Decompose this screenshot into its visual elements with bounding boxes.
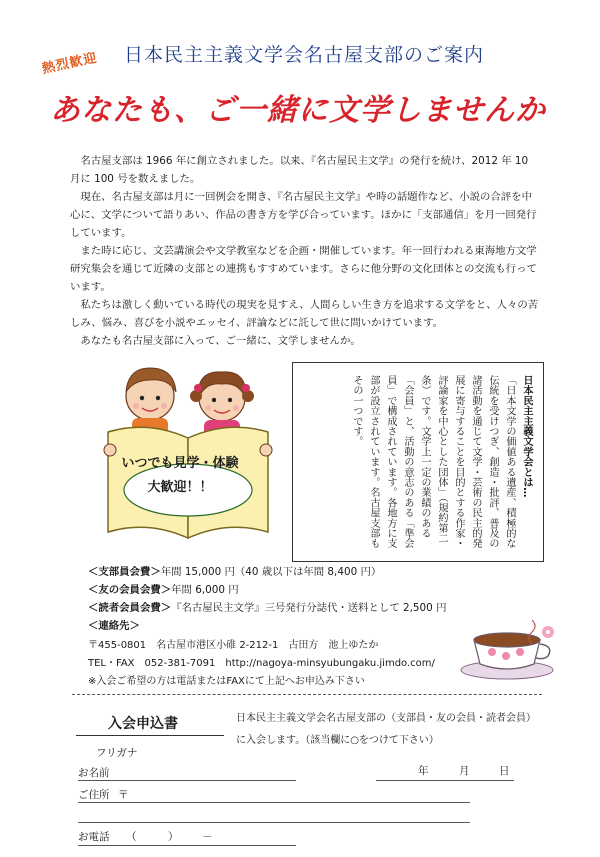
fee-label: ＜支部員会費＞: [88, 566, 161, 578]
form-org-line-2: に入会します。（該当欄に○をつけて下さい）: [236, 735, 439, 746]
about-title: 日本民主主義文学会とは…: [521, 375, 532, 498]
phone-label: お電話: [78, 831, 110, 843]
form-org-line-1: 日本民主主義文学会名古屋支部の（支部員・友の会員・読者会員）: [236, 713, 536, 724]
address-label: ご住所: [78, 789, 110, 801]
fee-label: ＜友の会員会費＞: [88, 584, 172, 596]
year-label: 年: [418, 765, 429, 777]
date-field[interactable]: [376, 780, 514, 781]
form-divider: [72, 694, 542, 695]
day-label: 日: [499, 765, 510, 777]
page-header-title: 日本民主主義文学会名古屋支部のご案内: [124, 44, 485, 66]
about-association-box: [292, 362, 544, 562]
headline: あなたも、ご一緒に文学しませんか: [50, 93, 546, 128]
welcome-line-2: 大歓迎！！: [147, 480, 213, 495]
welcome-message: [120, 452, 240, 500]
intro-text: [70, 152, 540, 350]
postal-mark: 〒: [118, 789, 129, 801]
address-field[interactable]: [78, 802, 470, 803]
about-text: [301, 375, 535, 551]
intro-paragraph: 名古屋支部は 1966 年に創立されました。以来、『名古屋民主文学』の発行を続け、2012 年 10 月に 100 号を数えました。: [70, 155, 529, 185]
form-membership-statement: [236, 708, 576, 752]
fee-label: ＜読者会員会費＞: [88, 602, 172, 614]
name-field[interactable]: [78, 780, 296, 781]
form-title: 入会申込書: [108, 716, 178, 732]
intro-paragraph: また時に応じ、文芸講演会や文学教室などを企画・開催しています。年一回行われる東海地方文学研究集会を通じて近隣の支部との連携もすすめています。さらに他分野の文化団体との交流も行っています。: [70, 245, 537, 293]
intro-paragraph: 現在、名古屋支部は月に一回例会を開き、『名古屋民主文学』や時の話題作など、小説の合評を中心に、文学について語りあい、作品の書き方を学び合っています。ほかに「支部通信」を月一回発行しています。: [70, 191, 537, 239]
furigana-label: フリガナ: [96, 747, 138, 759]
contact-address: 〒455-0801 名古屋市港区小碓 2-212-1 古田方 池上ゆたか: [88, 640, 379, 651]
about-body: 「日本文学の価値ある遺産、積極的な伝統を受けつぎ、創造・批評、普及の諸活動を通じて文学・芸術の民主的発展に寄与することを目的とする作家・評論家を中心とした団体」（規約第二条）です。文学上一定の業績のある「会員」と、活動の意志のある「準会員」で構成されています。各地方に支部が設立されています。名古屋支部もその一つです。: [351, 375, 515, 549]
fee-text: 年間 6,000 円: [171, 584, 239, 596]
fee-item: [88, 581, 548, 599]
welcome-line-1: いつでも見学・体験: [121, 456, 239, 471]
fee-text: 『名古屋民主文学』三号発行分誌代・送料として 2,500 円: [171, 602, 447, 614]
contact-note: ※入会ご希望の方は電話またはFAXにて上記へお申込み下さい: [88, 676, 365, 687]
form-title-underline: [76, 735, 224, 736]
fee-text: 年間 15,000 円（40 歳以下は年間 8,400 円）: [160, 566, 382, 578]
name-label: お名前: [78, 767, 110, 779]
month-label: 月: [459, 765, 470, 777]
fee-item: [88, 563, 548, 581]
phone-field[interactable]: [78, 845, 296, 846]
contact-label: ＜連絡先＞: [88, 620, 140, 632]
intro-paragraph: あなたも名古屋支部に入って、ご一緒に、文学しませんか。: [80, 335, 361, 347]
contact-tel[interactable]: TEL・FAX 052-381-7091 http://nagoya-minsyubungaku.jimdo.com/: [88, 658, 435, 669]
intro-paragraph: 私たちは激しく動いている時代の現実を見すえ、人間らしい生き方を追求する文学をと、人々の苦しみ、悩み、喜びを小説やエッセイ、評論などに託して世に問いかけています。: [70, 299, 539, 329]
children-reading-illustration: [98, 360, 278, 540]
welcome-badge: 熱烈歓迎: [40, 50, 99, 77]
address-field-line-2[interactable]: [78, 822, 470, 823]
phone-area-code: （ ）: [126, 831, 179, 843]
phone-dash: －: [202, 831, 213, 843]
teacup-icon: [452, 612, 562, 682]
